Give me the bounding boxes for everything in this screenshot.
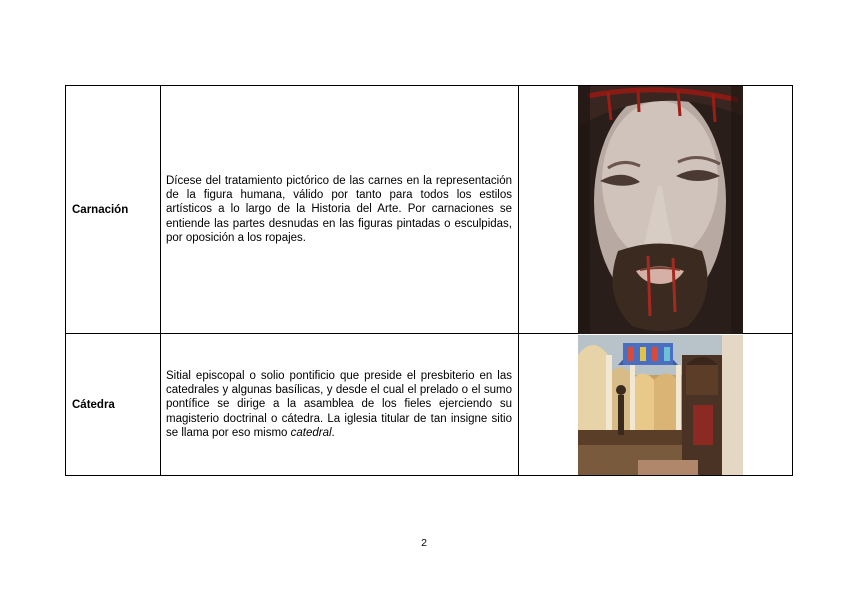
definition-cell bbox=[161, 86, 519, 334]
catedra-cathedral-image bbox=[578, 335, 743, 475]
image-cell bbox=[519, 334, 793, 476]
glossary-table bbox=[65, 85, 793, 476]
definition-carnacion: Dícese del tratamiento pictórico de las carnes en la representación de la figura humana, válido por tanto para todos los estilos artísticos a lo largo de la Historia del Arte. Por carnaciones se entiende las partes desnudas en las figuras pintadas o esculpidas, por oposición a los ropajes. bbox=[166, 174, 512, 244]
definition-catedra-end: . bbox=[331, 426, 335, 439]
definition-catedra-italic: catedral bbox=[290, 426, 332, 439]
page-number: 2 bbox=[421, 537, 427, 549]
term-carnacion: Carnación bbox=[66, 86, 161, 334]
definition-catedra-text: Sitial episcopal o solio pontificio que preside el presbiterio en las catedrales y algunas basílicas, y desde el cual el prelado o el sumo pontífice se dirige a la asamblea de los fieles ejerciendo su magisterio doctrinal o cátedra. La iglesia titular de tan insigne sitio se llama por eso mismo bbox=[166, 369, 512, 439]
table-row bbox=[66, 334, 793, 476]
carnacion-sculpture-image bbox=[578, 86, 743, 334]
definition-catedra bbox=[161, 369, 518, 440]
image-cell bbox=[519, 86, 793, 334]
table-row bbox=[66, 86, 793, 334]
term-catedra: Cátedra bbox=[66, 334, 161, 476]
definition-cell bbox=[161, 334, 519, 476]
